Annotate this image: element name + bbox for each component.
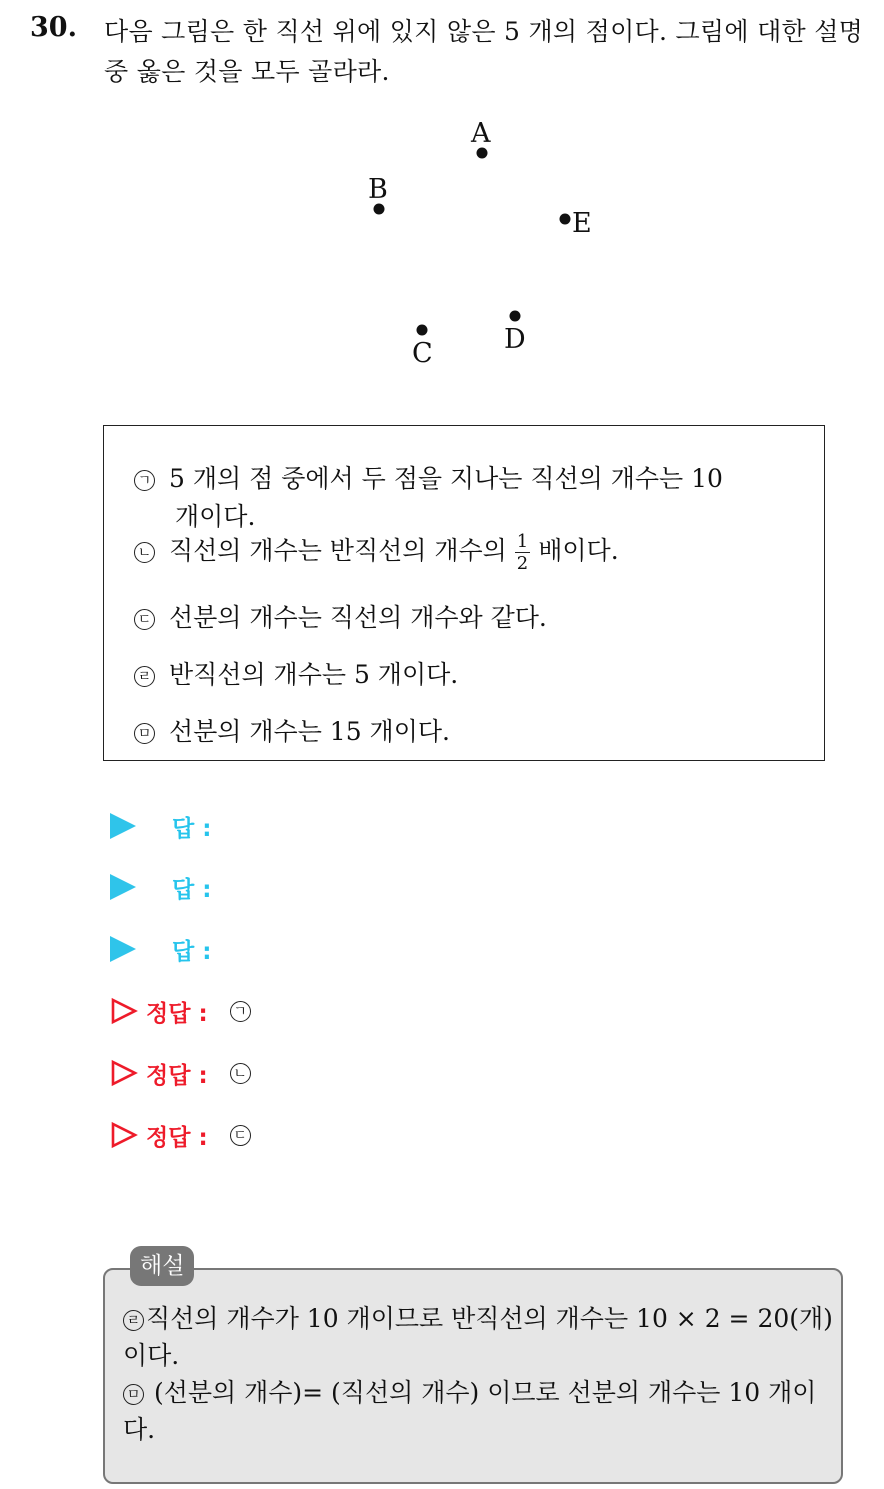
- play-icon: [110, 936, 136, 962]
- choice-2-marker: ㄴ: [134, 542, 155, 563]
- correct-row-3: [110, 1115, 251, 1155]
- explanation-marker-2: ㅁ: [123, 1384, 144, 1405]
- answer-row-1: [110, 806, 211, 846]
- point-d-label: D: [504, 324, 526, 355]
- answer-label: 답 :: [172, 938, 212, 965]
- choice-2-text: 직선의 개수는 반직선의 개수의: [169, 536, 507, 565]
- choice-3-marker: ㄷ: [134, 609, 155, 630]
- outline-triangle-icon: [110, 1121, 138, 1149]
- choice-4-text: 반직선의 개수는 5 개이다.: [169, 660, 459, 689]
- point-b-label: B: [368, 174, 388, 205]
- point-e: [560, 214, 571, 225]
- choice-3: [134, 599, 547, 637]
- play-icon: [110, 874, 136, 900]
- question-number: 30.: [30, 12, 77, 43]
- choice-5-marker: ㅁ: [134, 723, 155, 744]
- point-c-label: C: [412, 338, 433, 369]
- correct-value: [230, 1001, 251, 1022]
- answer-row-2: [110, 867, 211, 907]
- correct-value: [230, 1125, 251, 1146]
- choice-5-text: 선분의 개수는 15 개이다.: [169, 717, 450, 746]
- point-d: [510, 311, 521, 322]
- choices-box: [103, 425, 825, 761]
- explanation-marker-1: ㄹ: [123, 1310, 144, 1331]
- fraction-numerator: 1: [516, 531, 529, 552]
- outline-triangle-icon: [110, 997, 138, 1025]
- explanation-line-3-text: (선분의 개수)= (직선의 개수) 이므로 선분의 개수는 10 개이: [146, 1378, 817, 1407]
- points-figure: [0, 0, 884, 400]
- correct-marker: ㄱ: [230, 1001, 251, 1022]
- question-text: 다음 그림은 한 직선 위에 있지 않은 5 개의 점이다. 그림에 대한 설명 중 옳은 것을 모두 골라라.: [104, 17, 864, 86]
- correct-row-1: [110, 991, 251, 1031]
- choice-4: [134, 656, 458, 694]
- choice-1-marker: ㄱ: [134, 470, 155, 491]
- answer-row-3: [110, 929, 211, 969]
- choice-3-text: 선분의 개수는 직선의 개수와 같다.: [169, 603, 547, 632]
- fraction: [515, 531, 530, 574]
- choice-1-text: 5 개의 점 중에서 두 점을 지나는 직선의 개수는 10: [169, 464, 723, 493]
- choice-4-marker: ㄹ: [134, 666, 155, 687]
- choice-2-text-after: 배이다.: [538, 536, 619, 565]
- answer-label: 답 :: [172, 815, 212, 842]
- choice-1: [134, 460, 723, 536]
- point-e-label: E: [572, 208, 592, 239]
- answer-label: 답 :: [172, 876, 212, 903]
- explanation-box: [103, 1268, 843, 1484]
- correct-marker: ㄷ: [230, 1125, 251, 1146]
- point-a-label: A: [471, 118, 491, 149]
- explanation-line-4: 다.: [123, 1415, 156, 1444]
- explanation-line-3: [123, 1374, 833, 1411]
- choice-2: [134, 531, 619, 574]
- correct-value: [230, 1063, 251, 1084]
- outline-triangle-icon: [110, 1059, 138, 1087]
- correct-label: 정답 :: [146, 1062, 208, 1089]
- explanation-line-2: 이다.: [123, 1341, 180, 1370]
- correct-label: 정답 :: [146, 1000, 208, 1027]
- explanation-line-1-text: 직선의 개수가 10 개이므로 반직선의 개수는 10 × 2 = 20(개): [146, 1304, 833, 1333]
- correct-label: 정답 :: [146, 1124, 208, 1151]
- point-b: [374, 204, 385, 215]
- explanation-line-1: [123, 1300, 833, 1337]
- point-a: [477, 148, 488, 159]
- choice-1-text-cont: 개이다.: [175, 502, 256, 531]
- correct-marker: ㄴ: [230, 1063, 251, 1084]
- explanation-tag: 해설: [130, 1246, 194, 1286]
- correct-row-2: [110, 1053, 251, 1093]
- point-c: [417, 325, 428, 336]
- choice-5: [134, 713, 450, 751]
- explanation-text: [123, 1300, 833, 1448]
- fraction-denominator: 2: [516, 553, 529, 574]
- play-icon: [110, 813, 136, 839]
